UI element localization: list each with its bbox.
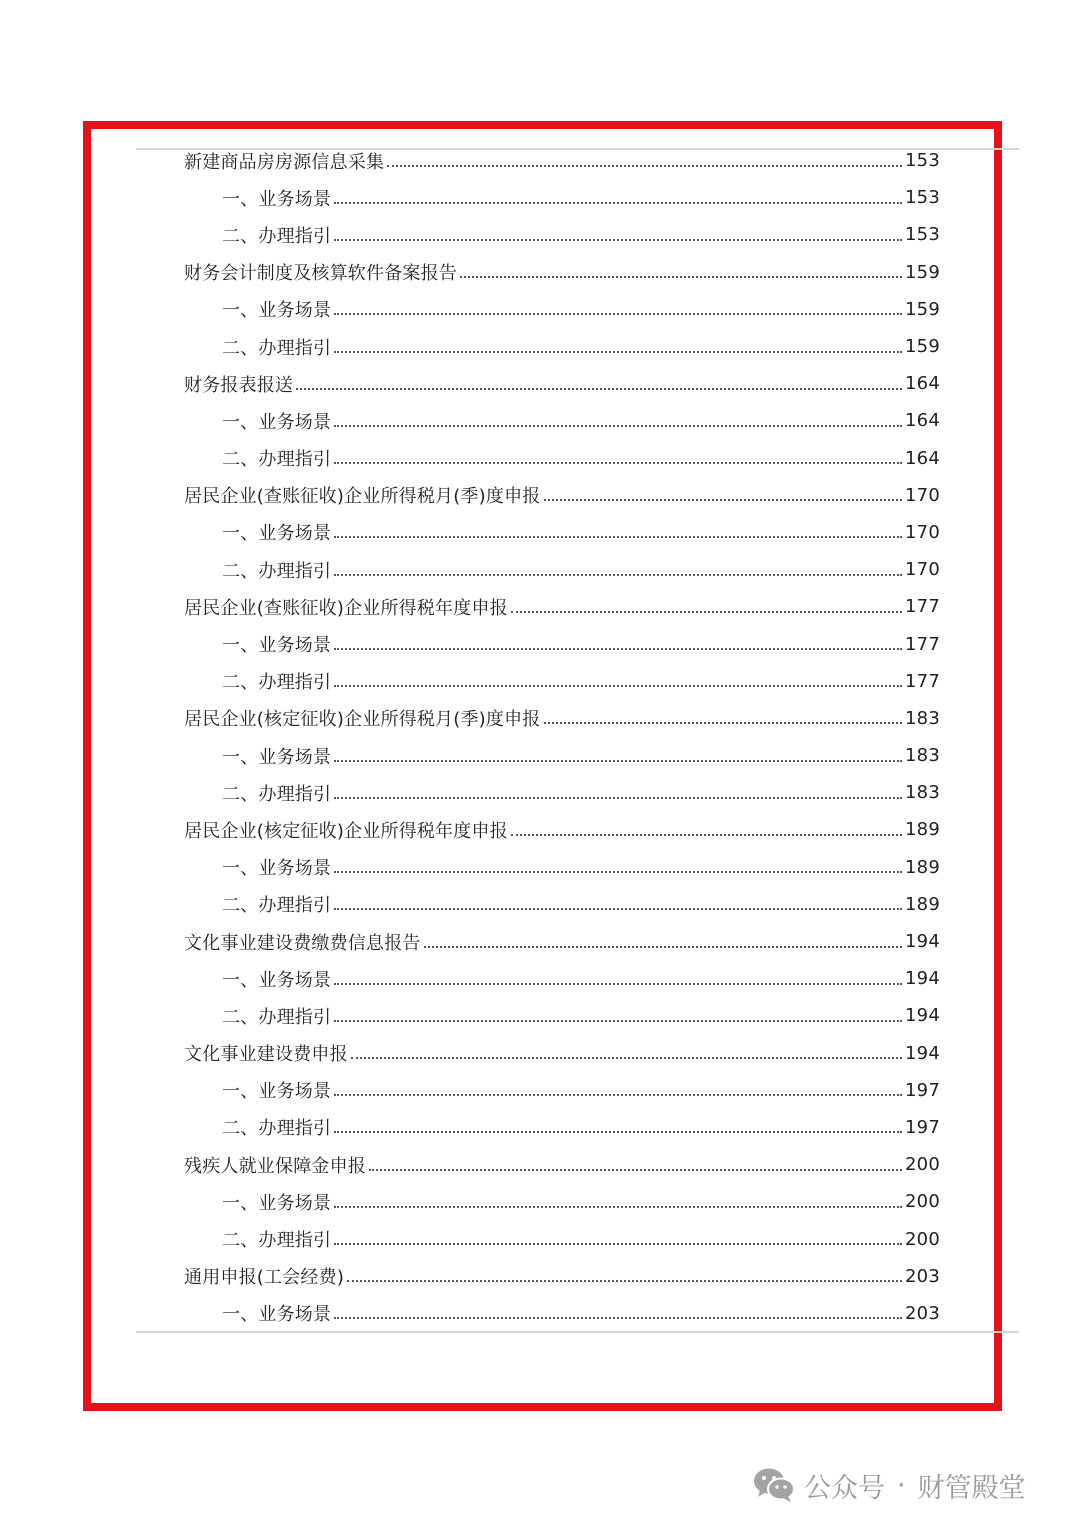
toc-dot-leader	[334, 188, 902, 204]
toc-entry[interactable]	[184, 477, 940, 514]
toc-page-number: 177	[905, 670, 940, 692]
toc-entry[interactable]	[184, 811, 940, 848]
toc-page-number: 200	[905, 1228, 940, 1250]
toc-entry[interactable]	[184, 1072, 940, 1109]
toc-entry-title: 居民企业(查账征收)企业所得税月(季)度申报	[184, 486, 541, 508]
toc-entry-title: 二、办理指引	[222, 225, 332, 247]
toc-dot-leader	[511, 820, 902, 836]
toc-dot-leader	[387, 151, 902, 167]
toc-entry[interactable]	[184, 328, 940, 365]
toc-entry-title: 文化事业建设费申报	[184, 1044, 348, 1066]
toc-dot-leader	[511, 597, 902, 613]
toc-dot-leader	[334, 634, 902, 650]
toc-page-number: 153	[905, 187, 940, 209]
toc-entry[interactable]	[184, 923, 940, 960]
toc-entry[interactable]	[184, 1035, 940, 1072]
toc-dot-leader	[334, 969, 902, 985]
toc-entry[interactable]	[184, 440, 940, 477]
toc-page-number: 170	[905, 521, 940, 543]
toc-entry[interactable]	[184, 997, 940, 1034]
toc-entry[interactable]	[184, 774, 940, 811]
toc-entry[interactable]	[184, 514, 940, 551]
toc-dot-leader	[334, 1006, 902, 1022]
toc-page-number: 194	[905, 1005, 940, 1027]
toc-entry-title: 二、办理指引	[222, 1230, 332, 1252]
toc-entry[interactable]	[184, 960, 940, 997]
toc-entry[interactable]	[184, 663, 940, 700]
toc-page-number: 200	[905, 1154, 940, 1176]
toc-dot-leader	[334, 671, 902, 687]
toc-dot-leader	[334, 299, 902, 315]
toc-dot-leader	[334, 1192, 902, 1208]
toc-page-number: 203	[905, 1265, 940, 1287]
toc-entry-title: 一、业务场景	[222, 746, 332, 768]
toc-dot-leader	[334, 1303, 902, 1319]
toc-entry[interactable]	[184, 179, 940, 216]
toc-dot-leader	[369, 1155, 902, 1171]
toc-entry-title: 居民企业(查账征收)企业所得税年度申报	[184, 597, 508, 619]
toc-entry[interactable]	[184, 1183, 940, 1220]
toc-page-number: 194	[905, 931, 940, 953]
toc-entry-title: 新建商品房房源信息采集	[184, 151, 385, 173]
toc-page-number: 183	[905, 745, 940, 767]
toc-entry-title: 一、业务场景	[222, 635, 332, 657]
toc-page-number: 159	[905, 298, 940, 320]
toc-dot-leader	[334, 857, 902, 873]
toc-entry-title: 二、办理指引	[222, 672, 332, 694]
toc-dot-leader	[334, 337, 902, 353]
toc-page-number: 183	[905, 782, 940, 804]
toc-entry-title: 一、业务场景	[222, 1081, 332, 1103]
toc-entry[interactable]	[184, 625, 940, 662]
toc-dot-leader	[544, 708, 903, 724]
toc-page-number: 177	[905, 596, 940, 618]
toc-dot-leader	[334, 1117, 902, 1133]
toc-entry-title: 一、业务场景	[222, 858, 332, 880]
toc-dot-leader	[334, 1080, 902, 1096]
toc-entry-title: 一、业务场景	[222, 969, 332, 991]
toc-page-number: 197	[905, 1079, 940, 1101]
toc-entry[interactable]	[184, 1258, 940, 1295]
toc-entry-title: 二、办理指引	[222, 1006, 332, 1028]
toc-page-number: 159	[905, 336, 940, 358]
toc-dot-leader	[334, 411, 902, 427]
toc-entry-title: 通用申报(工会经费)	[184, 1267, 345, 1289]
toc-page-number: 189	[905, 856, 940, 878]
toc-dot-leader	[334, 560, 902, 576]
toc-page-number: 159	[905, 261, 940, 283]
toc-entry[interactable]	[184, 402, 940, 439]
toc-entry[interactable]	[184, 849, 940, 886]
toc-entry[interactable]	[184, 254, 940, 291]
toc-page-number: 153	[905, 150, 940, 172]
toc-page-number: 177	[905, 633, 940, 655]
toc-entry[interactable]	[184, 216, 940, 253]
toc-entry[interactable]	[184, 551, 940, 588]
toc-entry[interactable]	[184, 142, 940, 179]
toc-page-number: 153	[905, 224, 940, 246]
toc-entry[interactable]	[184, 1146, 940, 1183]
toc-entry-title: 二、办理指引	[222, 895, 332, 917]
toc-dot-leader	[334, 448, 902, 464]
toc-page-number: 164	[905, 410, 940, 432]
toc-dot-leader	[334, 1229, 902, 1245]
toc-dot-leader	[351, 1043, 902, 1059]
toc-entry[interactable]	[184, 365, 940, 402]
toc-entry-title: 一、业务场景	[222, 523, 332, 545]
toc-entry[interactable]	[184, 1295, 940, 1332]
toc-entry[interactable]	[184, 737, 940, 774]
toc-page-number: 200	[905, 1191, 940, 1213]
toc-dot-leader	[334, 894, 902, 910]
toc-entry[interactable]	[184, 886, 940, 923]
toc-dot-leader	[296, 374, 902, 390]
toc-entry-title: 居民企业(核定征收)企业所得税月(季)度申报	[184, 709, 541, 731]
toc-page-number: 189	[905, 819, 940, 841]
toc-page-number: 183	[905, 707, 940, 729]
toc-dot-leader	[544, 485, 903, 501]
toc-page-number: 197	[905, 1116, 940, 1138]
toc-page-number: 203	[905, 1302, 940, 1324]
toc-page-number: 194	[905, 968, 940, 990]
toc-entry[interactable]	[184, 1220, 940, 1257]
toc-entry-title: 文化事业建设费缴费信息报告	[184, 932, 421, 954]
toc-page-number: 164	[905, 447, 940, 469]
watermark-prefix: 公众号	[804, 1472, 885, 1504]
toc-dot-leader	[334, 522, 902, 538]
toc-dot-leader	[334, 225, 902, 241]
toc-dot-leader	[334, 746, 902, 762]
toc-entry-title: 一、业务场景	[222, 411, 332, 433]
toc-dot-leader	[424, 932, 902, 948]
wechat-icon	[752, 1465, 796, 1505]
toc-entry-title: 财务报表报送	[184, 374, 294, 396]
watermark	[752, 1463, 1026, 1507]
toc-entry-title: 一、业务场景	[222, 1304, 332, 1326]
toc-entry-title: 二、办理指引	[222, 337, 332, 359]
toc-entry-title: 二、办理指引	[222, 1118, 332, 1140]
toc-entry-title: 财务会计制度及核算软件备案报告	[184, 263, 457, 285]
toc-entry-title: 二、办理指引	[222, 560, 332, 582]
toc-entry-title: 一、业务场景	[222, 188, 332, 210]
toc-page-number: 164	[905, 373, 940, 395]
toc-dot-leader	[347, 1266, 902, 1282]
toc-entry-title: 一、业务场景	[222, 1192, 332, 1214]
toc-page-number: 170	[905, 484, 940, 506]
toc-entry[interactable]	[184, 291, 940, 328]
toc-entry[interactable]	[184, 588, 940, 625]
toc-page-number: 194	[905, 1042, 940, 1064]
table-of-contents	[184, 142, 940, 1332]
watermark-account: 财管殿堂	[917, 1472, 1026, 1504]
toc-entry[interactable]	[184, 700, 940, 737]
toc-entry[interactable]	[184, 1109, 940, 1146]
toc-page-number: 189	[905, 893, 940, 915]
toc-entry-title: 居民企业(核定征收)企业所得税年度申报	[184, 820, 508, 842]
toc-entry-title: 二、办理指引	[222, 783, 332, 805]
toc-entry-title: 残疾人就业保障金申报	[184, 1155, 366, 1177]
watermark-separator: ·	[897, 1469, 906, 1501]
toc-dot-leader	[460, 262, 902, 278]
toc-entry-title: 一、业务场景	[222, 300, 332, 322]
toc-page-number: 170	[905, 559, 940, 581]
toc-entry-title: 二、办理指引	[222, 449, 332, 471]
toc-dot-leader	[334, 783, 902, 799]
